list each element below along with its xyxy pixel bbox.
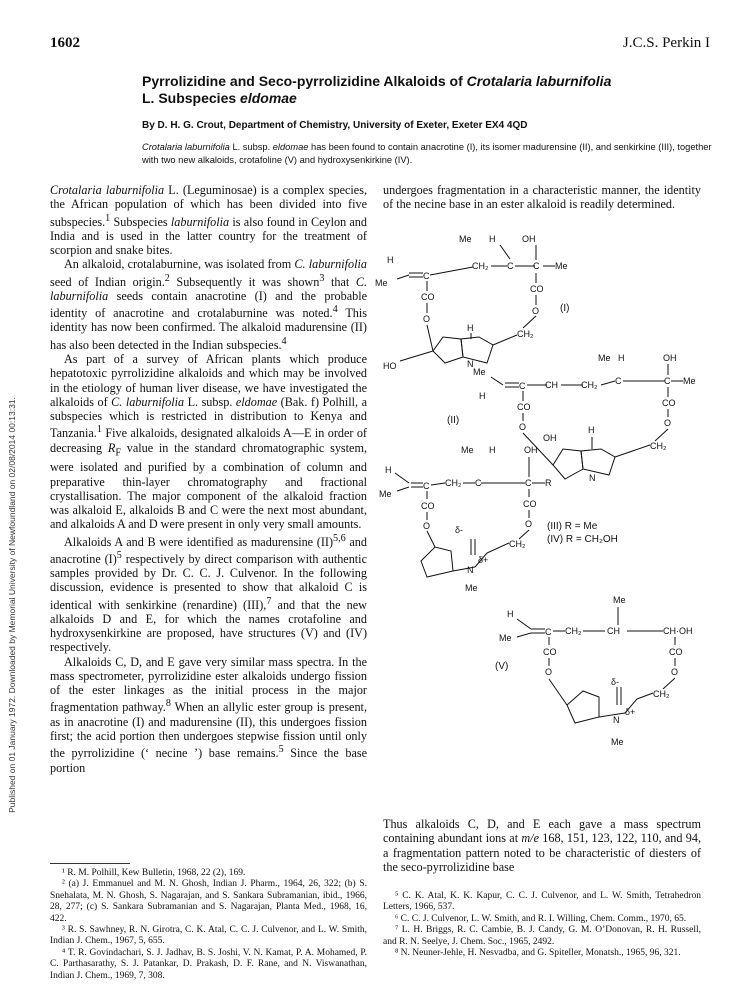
- paragraph-5: [50, 655, 367, 775]
- oh-label: OH: [522, 234, 536, 244]
- co-label: CO: [523, 499, 537, 509]
- abstract: [142, 141, 727, 166]
- bond: [517, 633, 531, 637]
- co-label: CO: [669, 647, 683, 657]
- oh-label: OH: [524, 445, 538, 455]
- structure-III-IV: [379, 445, 618, 593]
- h-label: H: [467, 323, 474, 333]
- me-label: Me: [459, 234, 472, 244]
- ref: 2: [164, 272, 170, 284]
- bond: [397, 487, 409, 491]
- ch2-label: CH₂: [517, 329, 534, 339]
- choh-label: CH·OH: [663, 626, 693, 636]
- co-label: CO: [662, 398, 676, 408]
- ch2-label: CH₂: [653, 689, 670, 699]
- footnote: ⁷ L. H. Briggs, R. C. Cambie, B. J. Candy, G. M. O’Donovan, R. H. Russell, and R. N. Seelye, J. Chem. Soc., 1965, 2492.: [383, 925, 701, 947]
- c-label: C: [525, 478, 532, 488]
- n-label: N: [467, 359, 474, 369]
- ch2-label: CH₂: [565, 626, 582, 636]
- span: seed of Indian origin.: [50, 274, 165, 289]
- o-label: O: [671, 667, 679, 677]
- title-italic-2: eldomae: [240, 90, 297, 106]
- ref: 4: [332, 304, 338, 316]
- delta-plus: δ+: [478, 555, 489, 565]
- footnote: ² (a) J. Emmanuel and M. N. Ghosh, Indian J. Pharm., 1964, 26, 322; (b) S. Snehalata, M. N. Ghosh, S. Nagarajan, and S. Sankara Subramanian, ibid., 1966, 28, 277; (c) S. Sankara Subramanian and S. Nagarajan, Planta Med., 1968, 16, 422.: [50, 879, 367, 924]
- co-label: CO: [543, 647, 557, 657]
- title-italic: Crotalaria laburnifolia: [466, 73, 612, 89]
- span: C. laburnifolia: [111, 394, 185, 409]
- ch-label: CH: [545, 380, 558, 390]
- structure-label-V: (V): [495, 661, 509, 672]
- oh-label: OH: [663, 353, 677, 363]
- me-label: Me: [613, 595, 626, 605]
- author-name: By D. H. G. Crout,: [142, 120, 226, 131]
- ref: 5: [116, 549, 122, 561]
- ref: 1: [96, 424, 102, 436]
- structure-label-III: (III) R = Me: [547, 521, 598, 532]
- title-text: Pyrrolizidine and Seco-pyrrolizidine Alkaloids of: [142, 73, 467, 89]
- ring: [553, 449, 583, 479]
- bond: [400, 351, 433, 361]
- abstract-species: Crotalaria laburnifolia: [142, 142, 230, 152]
- o-label: O: [545, 667, 553, 677]
- footnote: ³ R. S. Sawhney, R. N. Girotra, C. K. Atal, C. C. J. Culvenor, and L. W. Smith, Indian J. Chem., 1967, 5, 655.: [50, 925, 367, 947]
- bond: [427, 325, 433, 351]
- ref: 3: [319, 272, 325, 284]
- bond: [615, 445, 650, 457]
- o-label: O: [664, 418, 672, 428]
- span: (Bak. f) Polhill, a subspecies which is restricted in distribution to Kenya and Tanzania.: [50, 394, 368, 441]
- structure-label-I: (I): [560, 303, 570, 314]
- c-label: C: [507, 261, 514, 271]
- r-label: R: [545, 478, 552, 488]
- bond: [493, 335, 517, 345]
- paragraph-4: [50, 532, 367, 655]
- c-label: C: [423, 271, 430, 281]
- bond: [395, 473, 409, 483]
- me-label: Me: [598, 353, 611, 363]
- ho-label: HO: [383, 361, 397, 371]
- span: Crotalaria laburnifolia: [50, 183, 165, 197]
- o-label: O: [423, 314, 431, 324]
- span: L. (Leguminosae) is a complex species, the African population of which has been divided into five subspecies.: [50, 183, 368, 229]
- h-label: H: [479, 391, 486, 401]
- footnotes-right: [383, 891, 701, 959]
- paragraph-right-bottom: [383, 817, 701, 874]
- me-label: Me: [611, 737, 624, 747]
- span: laburnifolia: [170, 214, 230, 229]
- span: eldomae: [235, 394, 278, 409]
- ring: [421, 547, 453, 577]
- span: that: [324, 274, 356, 289]
- bond: [431, 483, 445, 485]
- span: Five alkaloids, designated alkaloids A—E in order of decreasing: [50, 426, 367, 455]
- span: Alkaloids A and B were identified as madurensine (II): [64, 534, 334, 549]
- ref: 8: [165, 698, 171, 710]
- footnotes-left: [50, 868, 367, 982]
- h-label: H: [387, 255, 394, 265]
- span: This identity has now been confirmed. The alkaloid madurensine (II) has also been detected in the Indian subspecies.: [50, 306, 367, 352]
- paragraph-right-top: undergoes fragmentation in a characteristic manner, the identity of the necine base in an ester alkaloid is readily determined.: [383, 183, 701, 212]
- me-label: Me: [499, 633, 512, 643]
- span: 168, 151, 123, 122, 110, and 94, a fragmentation pattern noted to be characteristic of diesters of the seco-pyrrolizidine base: [383, 831, 701, 874]
- structure-label-IV: (IV) R = CH₂OH: [547, 534, 618, 545]
- span: C. laburnifolia: [50, 274, 367, 303]
- paragraph-2: [50, 257, 367, 352]
- bond: [549, 679, 567, 705]
- co-label: CO: [530, 284, 544, 294]
- me-label: Me: [465, 583, 478, 593]
- o-label: O: [532, 306, 540, 316]
- delta-plus: δ+: [625, 707, 636, 717]
- bond: [523, 316, 536, 328]
- span: m/e: [521, 831, 539, 846]
- chemical-structures: [375, 233, 720, 793]
- me-label: Me: [379, 489, 392, 499]
- c-label: C: [664, 376, 671, 386]
- ring: [461, 337, 493, 363]
- bond: [487, 543, 509, 553]
- me-label: Me: [683, 376, 696, 386]
- me-label: Me: [375, 278, 388, 288]
- bond: [491, 377, 503, 385]
- n-label: N: [589, 473, 596, 483]
- bond: [430, 267, 473, 275]
- footnote: ⁵ C. K. Atal, K. K. Kapur, C. C. J. Culvenor, and L. W. Smith, Tetrahedron Letters, 1966, 537.: [383, 891, 701, 913]
- ch2-label: CH₂: [445, 478, 462, 488]
- footnote: ⁴ T. R. Govindachari, S. J. Jadhav, B. S. Joshi, V. N. Kamat, P. A. Mohamed, P. C. Parthasarathy, S. J. Patankar, D. Prakash, D. F. Rane, and N. Viswanathan, Indian J. Chem., 1969, 7, 308.: [50, 947, 367, 981]
- bond: [663, 678, 675, 689]
- h-label: H: [385, 465, 392, 475]
- article-title: [142, 73, 732, 107]
- structure-V: [495, 595, 693, 747]
- span: When an allylic ester group is present, as in anacrotine (I) and madurensine (II), this undergoes fission first; the acid portion then undergoes stepwise fission until only the pyrrolizidine (‘ necine ’) base remains.: [50, 700, 367, 761]
- right-column-top: [383, 183, 701, 212]
- h-label: H: [489, 234, 496, 244]
- h-label: H: [489, 445, 496, 455]
- ref: 5,6: [333, 532, 346, 544]
- ch2-label: CH₂: [581, 380, 598, 390]
- journal-name: J.C.S. Perkin I: [622, 35, 710, 51]
- bond: [519, 530, 529, 539]
- ref: 5: [278, 744, 284, 756]
- span: Subspecies: [110, 214, 171, 229]
- delta-minus: δ-: [455, 525, 464, 535]
- paragraph-3: [50, 352, 367, 532]
- ring: [567, 691, 599, 723]
- me-label: Me: [555, 261, 568, 271]
- span: Subsequently it was shown: [169, 274, 320, 289]
- me-label: Me: [461, 445, 474, 455]
- author-affiliation: Department of Chemistry, University of Exeter, Exeter EX4 4QD: [228, 120, 528, 131]
- structure-I: [375, 234, 569, 371]
- span: seeds contain anacrotine (I) and the probable identity of anacrotine and crotalaburnine was noted.: [50, 288, 367, 321]
- footnote-rule: [50, 863, 130, 864]
- ref: 7: [266, 595, 272, 607]
- o-label: O: [519, 422, 527, 432]
- title-text-2: L. Subspecies: [142, 90, 241, 106]
- span: As part of a survey of African plants which produce hepatotoxic pyrrolizidine alkaloids and which may be involved in the etiology of human liver disease, we have investigated the alkaloids of: [50, 352, 367, 409]
- span: value in the standard chromatographic system, were isolated and purified by a combination of column and preparative thin-layer chromatography and fractional crystallisation. The major component of the alkaloid fraction was alkaloid E, alkaloids B and C were the next most abundant, and alkaloids A and D were present in only very small amounts.: [50, 440, 367, 532]
- co-label: CO: [421, 292, 435, 302]
- ch2-label: CH₂: [472, 261, 489, 271]
- span: L. subsp.: [184, 394, 236, 409]
- span: and anacrotine (I): [50, 534, 367, 566]
- bond: [427, 531, 435, 547]
- structure-label-II: (II): [447, 415, 460, 426]
- span: An alkaloid, crotalaburnine, was isolated from: [64, 257, 295, 272]
- paragraph-1: [50, 183, 367, 257]
- c-label: C: [519, 381, 526, 391]
- page-number: 1602: [50, 35, 80, 51]
- span: is also found in Ceylon and India and is used in the latter country for the treatment of scorpion and snake bites.: [50, 214, 367, 258]
- span: Thus alkaloids C, D, and E each gave a mass spectrum containing abundant ions at: [383, 817, 701, 846]
- span: Alkaloids C, D, and E gave very similar mass spectra. In the mass spectrometer, pyrrolizidine ester alkaloids undergo fission of the ester linkages as the initial process in the major fragmentation pathway.: [50, 654, 367, 715]
- c-label: C: [533, 261, 540, 271]
- ref: 1: [105, 212, 111, 224]
- footnote: ¹ R. M. Polhill, Kew Bulletin, 1968, 22 (2), 169.: [62, 868, 246, 878]
- ch-label: CH: [607, 626, 620, 636]
- span: R: [107, 440, 116, 455]
- bond: [601, 381, 615, 385]
- author-line: [142, 119, 732, 132]
- abstract-text-2: has been found to contain anacrotine (I), its isomer madurensine (II), and senkirkine (III), together with two new alkaloids, crotafoline (V) and hydroxysenkirkine (IV).: [142, 142, 712, 165]
- co-label: CO: [517, 402, 531, 412]
- footnote: ⁸ N. Neuner-Jehle, H. Nesvadba, and G. Spiteller, Monatsh., 1965, 96, 321.: [395, 948, 681, 959]
- right-column-bottom: [383, 817, 701, 874]
- structure-II: [447, 353, 696, 483]
- o-label: O: [423, 521, 431, 531]
- ch2-label: CH₂: [650, 441, 667, 451]
- bond: [397, 275, 409, 279]
- oh-label: OH: [543, 433, 557, 443]
- c-label: C: [423, 481, 430, 491]
- h-label: H: [588, 425, 595, 435]
- me-label: Me: [473, 367, 486, 377]
- abstract-text: L. subsp.: [229, 142, 273, 152]
- span: Since the base portion: [50, 746, 368, 775]
- bond: [500, 245, 510, 259]
- span: C. laburnifolia: [294, 257, 367, 272]
- ch2-label: CH₂: [509, 539, 526, 549]
- bond: [655, 429, 668, 441]
- ref: 4: [281, 335, 287, 347]
- abstract-subsp: eldomae: [272, 142, 309, 152]
- bond: [637, 693, 653, 699]
- download-notice: Published on 01 January 1972. Downloaded by Memorial University of Newfoundland on 02/08/2014 00:13:31.: [7, 397, 17, 813]
- footnote: ⁶ C. C. J. Culvenor, L. W. Smith, and R. I. Willing, Chem. Comm., 1970, 65.: [395, 913, 687, 924]
- c-label: C: [475, 478, 482, 488]
- n-label: N: [467, 565, 474, 575]
- h-label: H: [507, 609, 514, 619]
- delta-minus: δ-: [611, 677, 620, 687]
- span: F: [115, 447, 121, 458]
- h-label: H: [618, 353, 625, 363]
- c-label: C: [545, 627, 552, 637]
- n-label: N: [613, 715, 620, 725]
- left-column: [50, 183, 367, 775]
- span: and that the new alkaloids D and E, for which the names crotafoline and hydroxysenkirkine are proposed, have structures (V) and (IV) respectively.: [50, 597, 367, 655]
- ring: [433, 337, 463, 363]
- span: respectively by direct comparison with authentic samples provided by Dr. C. C. J. Culvenor. In the following discussion, evidence is presented to show that alkaloid C is identical with senkirkine (renardine) (III),: [50, 551, 367, 612]
- bond: [517, 619, 531, 629]
- c-label: C: [615, 376, 622, 386]
- ring: [581, 449, 615, 475]
- co-label: CO: [421, 501, 435, 511]
- bond: [599, 713, 625, 717]
- o-label: O: [525, 519, 533, 529]
